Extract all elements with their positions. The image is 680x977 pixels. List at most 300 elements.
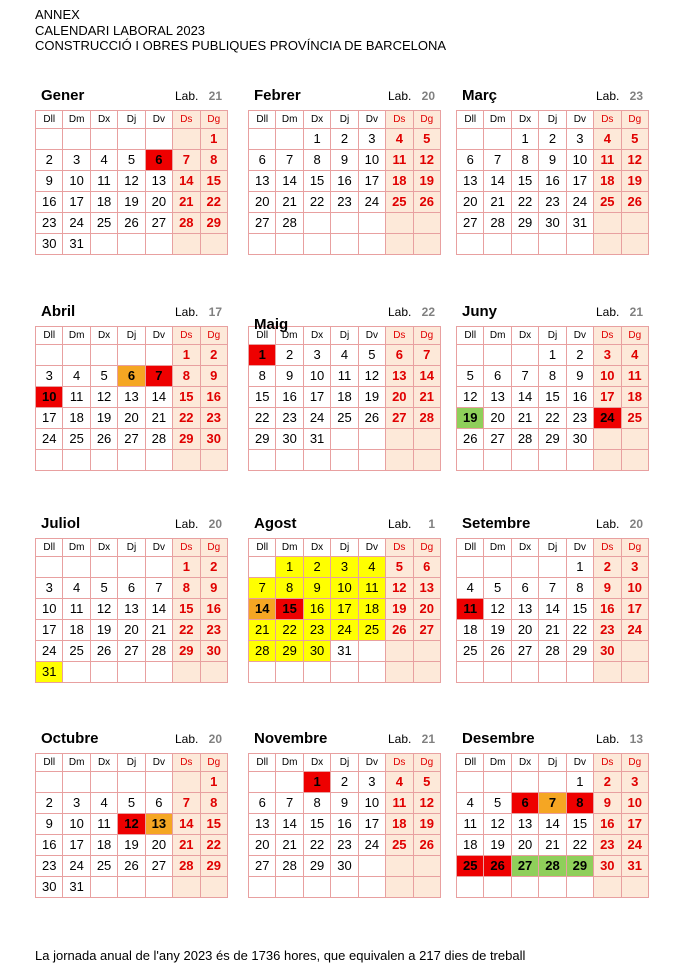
empty-cell <box>621 213 648 234</box>
empty-cell <box>621 234 648 255</box>
day-cell: 27 <box>457 213 484 234</box>
day-cell: 19 <box>413 171 440 192</box>
day-cell: 24 <box>36 641 63 662</box>
day-cell: 26 <box>90 641 117 662</box>
day-cell: 20 <box>484 408 511 429</box>
day-cell: 24 <box>594 408 621 429</box>
day-cell: 3 <box>36 578 63 599</box>
weekday-header: Dx <box>511 327 538 345</box>
weekday-header: Dm <box>276 539 303 557</box>
empty-cell <box>63 662 90 683</box>
empty-cell <box>36 129 63 150</box>
day-cell: 18 <box>621 387 648 408</box>
day-cell: 1 <box>276 557 303 578</box>
day-cell: 4 <box>358 557 385 578</box>
day-cell: 23 <box>276 408 303 429</box>
empty-cell <box>539 662 566 683</box>
weekday-header: Dll <box>249 754 276 772</box>
empty-cell <box>511 877 538 898</box>
month-name: Setembre <box>462 515 531 532</box>
weekday-header: Dj <box>118 327 145 345</box>
lab-label: Lab. <box>596 517 620 531</box>
lab-label: Lab. <box>596 305 620 319</box>
weekday-header: Dj <box>331 539 358 557</box>
day-cell: 1 <box>566 557 593 578</box>
day-cell: 22 <box>566 835 593 856</box>
empty-cell <box>457 234 484 255</box>
day-cell: 8 <box>173 366 200 387</box>
day-cell: 23 <box>200 620 227 641</box>
day-cell: 16 <box>539 171 566 192</box>
day-cell: 23 <box>594 835 621 856</box>
day-cell: 27 <box>118 641 145 662</box>
empty-cell <box>331 213 358 234</box>
day-cell: 11 <box>457 814 484 835</box>
day-cell: 29 <box>173 641 200 662</box>
empty-cell <box>90 345 117 366</box>
day-cell: 16 <box>303 599 330 620</box>
day-cell: 16 <box>594 814 621 835</box>
day-cell: 30 <box>594 856 621 877</box>
weekday-header: Dll <box>457 754 484 772</box>
day-cell: 24 <box>358 192 385 213</box>
day-cell: 4 <box>90 150 117 171</box>
day-cell: 9 <box>36 814 63 835</box>
month-name: Novembre <box>254 730 328 747</box>
day-cell: 21 <box>276 192 303 213</box>
empty-cell <box>594 429 621 450</box>
day-cell: 19 <box>118 192 145 213</box>
empty-cell <box>457 557 484 578</box>
empty-cell <box>145 772 172 793</box>
day-cell: 4 <box>63 578 90 599</box>
day-cell: 7 <box>173 793 200 814</box>
weekday-header: Dm <box>276 111 303 129</box>
working-days-count: 22 <box>421 305 435 319</box>
month-table <box>456 753 649 898</box>
day-cell: 22 <box>173 620 200 641</box>
month-març <box>456 84 649 255</box>
day-cell: 12 <box>118 814 145 835</box>
empty-cell <box>145 450 172 471</box>
day-cell: 21 <box>539 835 566 856</box>
day-cell: 20 <box>249 192 276 213</box>
day-cell: 22 <box>539 408 566 429</box>
day-cell: 22 <box>511 192 538 213</box>
weekday-header: Dj <box>331 754 358 772</box>
day-cell: 29 <box>276 641 303 662</box>
day-cell: 28 <box>539 641 566 662</box>
day-cell: 9 <box>331 150 358 171</box>
day-cell: 28 <box>173 213 200 234</box>
day-cell: 11 <box>457 599 484 620</box>
day-cell: 17 <box>594 387 621 408</box>
month-juliol <box>35 512 228 683</box>
day-cell: 4 <box>457 578 484 599</box>
day-cell: 6 <box>249 150 276 171</box>
weekday-header: Ds <box>594 754 621 772</box>
lab-label: Lab. <box>175 89 199 103</box>
day-cell: 27 <box>145 856 172 877</box>
day-cell: 19 <box>386 599 413 620</box>
day-cell: 10 <box>621 578 648 599</box>
day-cell: 26 <box>484 856 511 877</box>
day-cell: 9 <box>566 366 593 387</box>
empty-cell <box>63 772 90 793</box>
empty-cell <box>594 877 621 898</box>
day-cell: 13 <box>118 599 145 620</box>
day-cell: 19 <box>484 620 511 641</box>
day-cell: 10 <box>621 793 648 814</box>
empty-cell <box>358 234 385 255</box>
day-cell: 11 <box>90 814 117 835</box>
day-cell: 14 <box>539 599 566 620</box>
day-cell: 27 <box>249 213 276 234</box>
empty-cell <box>621 429 648 450</box>
empty-cell <box>303 877 330 898</box>
empty-cell <box>358 213 385 234</box>
day-cell: 27 <box>511 641 538 662</box>
day-cell: 16 <box>594 599 621 620</box>
working-days-count: 20 <box>629 517 643 531</box>
day-cell: 2 <box>331 772 358 793</box>
day-cell: 7 <box>145 578 172 599</box>
day-cell: 2 <box>331 129 358 150</box>
day-cell: 16 <box>331 171 358 192</box>
weekday-header: Dv <box>145 327 172 345</box>
month-name: Maig <box>254 316 289 333</box>
month-table <box>248 538 441 683</box>
month-gener <box>35 84 228 255</box>
day-cell: 28 <box>145 641 172 662</box>
day-cell: 17 <box>566 171 593 192</box>
day-cell: 2 <box>566 345 593 366</box>
weekday-header: Dj <box>118 754 145 772</box>
day-cell: 10 <box>358 793 385 814</box>
weekday-header: Dm <box>484 754 511 772</box>
working-days-count: 17 <box>208 305 222 319</box>
weekday-header: Dg <box>621 539 648 557</box>
weekday-header: Dm <box>484 111 511 129</box>
day-cell: 5 <box>386 557 413 578</box>
day-cell: 11 <box>90 171 117 192</box>
day-cell: 27 <box>386 408 413 429</box>
weekday-header: Dv <box>358 327 385 345</box>
empty-cell <box>386 877 413 898</box>
empty-cell <box>249 772 276 793</box>
empty-cell <box>145 662 172 683</box>
day-cell: 21 <box>413 387 440 408</box>
empty-cell <box>36 772 63 793</box>
day-cell: 5 <box>413 129 440 150</box>
day-cell: 14 <box>276 814 303 835</box>
empty-cell <box>413 213 440 234</box>
empty-cell <box>331 450 358 471</box>
day-cell: 2 <box>303 557 330 578</box>
empty-cell <box>90 234 117 255</box>
empty-cell <box>457 877 484 898</box>
day-cell: 30 <box>36 877 63 898</box>
empty-cell <box>145 345 172 366</box>
empty-cell <box>413 429 440 450</box>
empty-cell <box>539 877 566 898</box>
day-cell: 21 <box>173 192 200 213</box>
day-cell: 30 <box>36 234 63 255</box>
empty-cell <box>457 772 484 793</box>
day-cell: 29 <box>539 429 566 450</box>
empty-cell <box>173 877 200 898</box>
day-cell: 1 <box>539 345 566 366</box>
weekday-header: Ds <box>594 327 621 345</box>
day-cell: 29 <box>173 429 200 450</box>
empty-cell <box>386 429 413 450</box>
month-table <box>35 326 228 471</box>
day-cell: 11 <box>63 599 90 620</box>
day-cell: 13 <box>249 814 276 835</box>
weekday-header: Dv <box>566 539 593 557</box>
day-cell: 17 <box>36 620 63 641</box>
day-cell: 9 <box>539 150 566 171</box>
day-cell: 27 <box>413 620 440 641</box>
day-cell: 21 <box>276 835 303 856</box>
day-cell: 4 <box>386 129 413 150</box>
day-cell: 1 <box>249 345 276 366</box>
day-cell: 7 <box>413 345 440 366</box>
day-cell: 17 <box>358 171 385 192</box>
day-cell: 19 <box>484 835 511 856</box>
weekday-header: Dv <box>566 111 593 129</box>
day-cell: 29 <box>566 856 593 877</box>
day-cell: 13 <box>484 387 511 408</box>
month-table <box>35 110 228 255</box>
weekday-header: Dm <box>63 327 90 345</box>
day-cell: 28 <box>276 856 303 877</box>
day-cell: 25 <box>594 192 621 213</box>
month-table <box>248 753 441 898</box>
weekday-header: Dj <box>539 539 566 557</box>
calendar-subtitle: CONSTRUCCIÓ I OBRES PUBLIQUES PROVÍNCIA DE BARCELONA <box>35 38 447 53</box>
day-cell: 22 <box>276 620 303 641</box>
footer-note: La jornada anual de l'any 2023 és de 1736 hores, que equivalen a 217 dies de treball <box>35 948 526 963</box>
empty-cell <box>457 129 484 150</box>
working-days-count: 21 <box>629 305 643 319</box>
day-cell: 19 <box>90 408 117 429</box>
month-name: Gener <box>41 87 85 104</box>
weekday-header: Dll <box>36 754 63 772</box>
day-cell: 20 <box>118 620 145 641</box>
day-cell: 6 <box>145 793 172 814</box>
empty-cell <box>457 450 484 471</box>
day-cell: 20 <box>386 387 413 408</box>
day-cell: 23 <box>36 856 63 877</box>
day-cell: 25 <box>386 192 413 213</box>
day-cell: 16 <box>36 192 63 213</box>
empty-cell <box>386 641 413 662</box>
day-cell: 23 <box>331 835 358 856</box>
empty-cell <box>63 129 90 150</box>
day-cell: 3 <box>303 345 330 366</box>
empty-cell <box>386 856 413 877</box>
day-cell: 1 <box>200 129 227 150</box>
weekday-header: Dv <box>358 754 385 772</box>
weekday-header: Dx <box>90 111 117 129</box>
day-cell: 30 <box>566 429 593 450</box>
day-cell: 11 <box>621 366 648 387</box>
weekday-header: Dj <box>539 327 566 345</box>
day-cell: 3 <box>594 345 621 366</box>
weekday-header: Dx <box>303 111 330 129</box>
working-days-count: 21 <box>208 89 222 103</box>
weekday-header: Dj <box>118 111 145 129</box>
day-cell: 25 <box>90 213 117 234</box>
empty-cell <box>90 662 117 683</box>
weekday-header: Dg <box>200 111 227 129</box>
day-cell: 18 <box>331 387 358 408</box>
day-cell: 17 <box>36 408 63 429</box>
day-cell: 1 <box>173 345 200 366</box>
day-cell: 13 <box>145 171 172 192</box>
day-cell: 28 <box>249 641 276 662</box>
month-name: Juny <box>462 303 498 320</box>
day-cell: 18 <box>90 192 117 213</box>
day-cell: 23 <box>594 620 621 641</box>
day-cell: 15 <box>200 814 227 835</box>
day-cell: 10 <box>63 171 90 192</box>
month-agost <box>248 512 441 683</box>
day-cell: 13 <box>457 171 484 192</box>
day-cell: 6 <box>118 578 145 599</box>
day-cell: 17 <box>63 835 90 856</box>
empty-cell <box>331 877 358 898</box>
empty-cell <box>511 557 538 578</box>
day-cell: 11 <box>358 578 385 599</box>
day-cell: 12 <box>386 578 413 599</box>
empty-cell <box>173 772 200 793</box>
lab-label: Lab. <box>388 732 412 746</box>
lab-label: Lab. <box>596 89 620 103</box>
day-cell: 25 <box>331 408 358 429</box>
weekday-header: Dv <box>145 754 172 772</box>
weekday-header: Ds <box>386 754 413 772</box>
empty-cell <box>173 662 200 683</box>
day-cell: 27 <box>145 213 172 234</box>
day-cell: 12 <box>457 387 484 408</box>
empty-cell <box>303 450 330 471</box>
month-table <box>35 753 228 898</box>
day-cell: 12 <box>413 150 440 171</box>
day-cell: 11 <box>386 793 413 814</box>
day-cell: 30 <box>331 856 358 877</box>
day-cell: 2 <box>594 557 621 578</box>
day-cell: 10 <box>331 578 358 599</box>
day-cell: 29 <box>566 641 593 662</box>
day-cell: 19 <box>358 387 385 408</box>
day-cell: 21 <box>145 620 172 641</box>
day-cell: 15 <box>539 387 566 408</box>
empty-cell <box>118 662 145 683</box>
day-cell: 17 <box>303 387 330 408</box>
empty-cell <box>511 234 538 255</box>
month-octubre <box>35 727 228 898</box>
empty-cell <box>276 662 303 683</box>
day-cell: 20 <box>145 192 172 213</box>
day-cell: 14 <box>413 366 440 387</box>
weekday-header: Dll <box>457 111 484 129</box>
day-cell: 6 <box>145 150 172 171</box>
day-cell: 13 <box>386 366 413 387</box>
empty-cell <box>90 450 117 471</box>
day-cell: 15 <box>511 171 538 192</box>
day-cell: 18 <box>457 620 484 641</box>
day-cell: 27 <box>249 856 276 877</box>
weekday-header: Dg <box>200 539 227 557</box>
day-cell: 25 <box>63 641 90 662</box>
lab-label: Lab. <box>388 517 412 531</box>
empty-cell <box>90 129 117 150</box>
empty-cell <box>36 345 63 366</box>
empty-cell <box>276 129 303 150</box>
empty-cell <box>484 129 511 150</box>
empty-cell <box>358 662 385 683</box>
document-header <box>35 7 446 54</box>
weekday-header: Dg <box>200 754 227 772</box>
day-cell: 7 <box>276 793 303 814</box>
empty-cell <box>484 450 511 471</box>
empty-cell <box>457 345 484 366</box>
day-cell: 8 <box>173 578 200 599</box>
empty-cell <box>303 662 330 683</box>
working-days-count: 21 <box>421 732 435 746</box>
day-cell: 15 <box>173 387 200 408</box>
day-cell: 24 <box>63 213 90 234</box>
month-juny <box>456 300 649 471</box>
weekday-header: Ds <box>386 539 413 557</box>
empty-cell <box>249 877 276 898</box>
weekday-header: Dg <box>621 327 648 345</box>
day-cell: 22 <box>566 620 593 641</box>
empty-cell <box>118 345 145 366</box>
day-cell: 25 <box>358 620 385 641</box>
day-cell: 22 <box>200 192 227 213</box>
lab-label: Lab. <box>175 305 199 319</box>
day-cell: 12 <box>621 150 648 171</box>
day-cell: 5 <box>118 793 145 814</box>
day-cell: 2 <box>36 793 63 814</box>
weekday-header: Dg <box>413 111 440 129</box>
day-cell: 7 <box>249 578 276 599</box>
day-cell: 19 <box>621 171 648 192</box>
empty-cell <box>386 234 413 255</box>
empty-cell <box>173 234 200 255</box>
day-cell: 2 <box>36 150 63 171</box>
day-cell: 28 <box>539 856 566 877</box>
day-cell: 24 <box>358 835 385 856</box>
empty-cell <box>358 450 385 471</box>
day-cell: 25 <box>386 835 413 856</box>
day-cell: 23 <box>331 192 358 213</box>
empty-cell <box>621 641 648 662</box>
empty-cell <box>484 345 511 366</box>
day-cell: 15 <box>276 599 303 620</box>
month-febrer <box>248 84 441 255</box>
weekday-header: Dm <box>484 539 511 557</box>
empty-cell <box>566 877 593 898</box>
day-cell: 10 <box>358 150 385 171</box>
empty-cell <box>358 641 385 662</box>
annex-label: ANNEX <box>35 7 80 22</box>
day-cell: 19 <box>118 835 145 856</box>
day-cell: 8 <box>303 793 330 814</box>
